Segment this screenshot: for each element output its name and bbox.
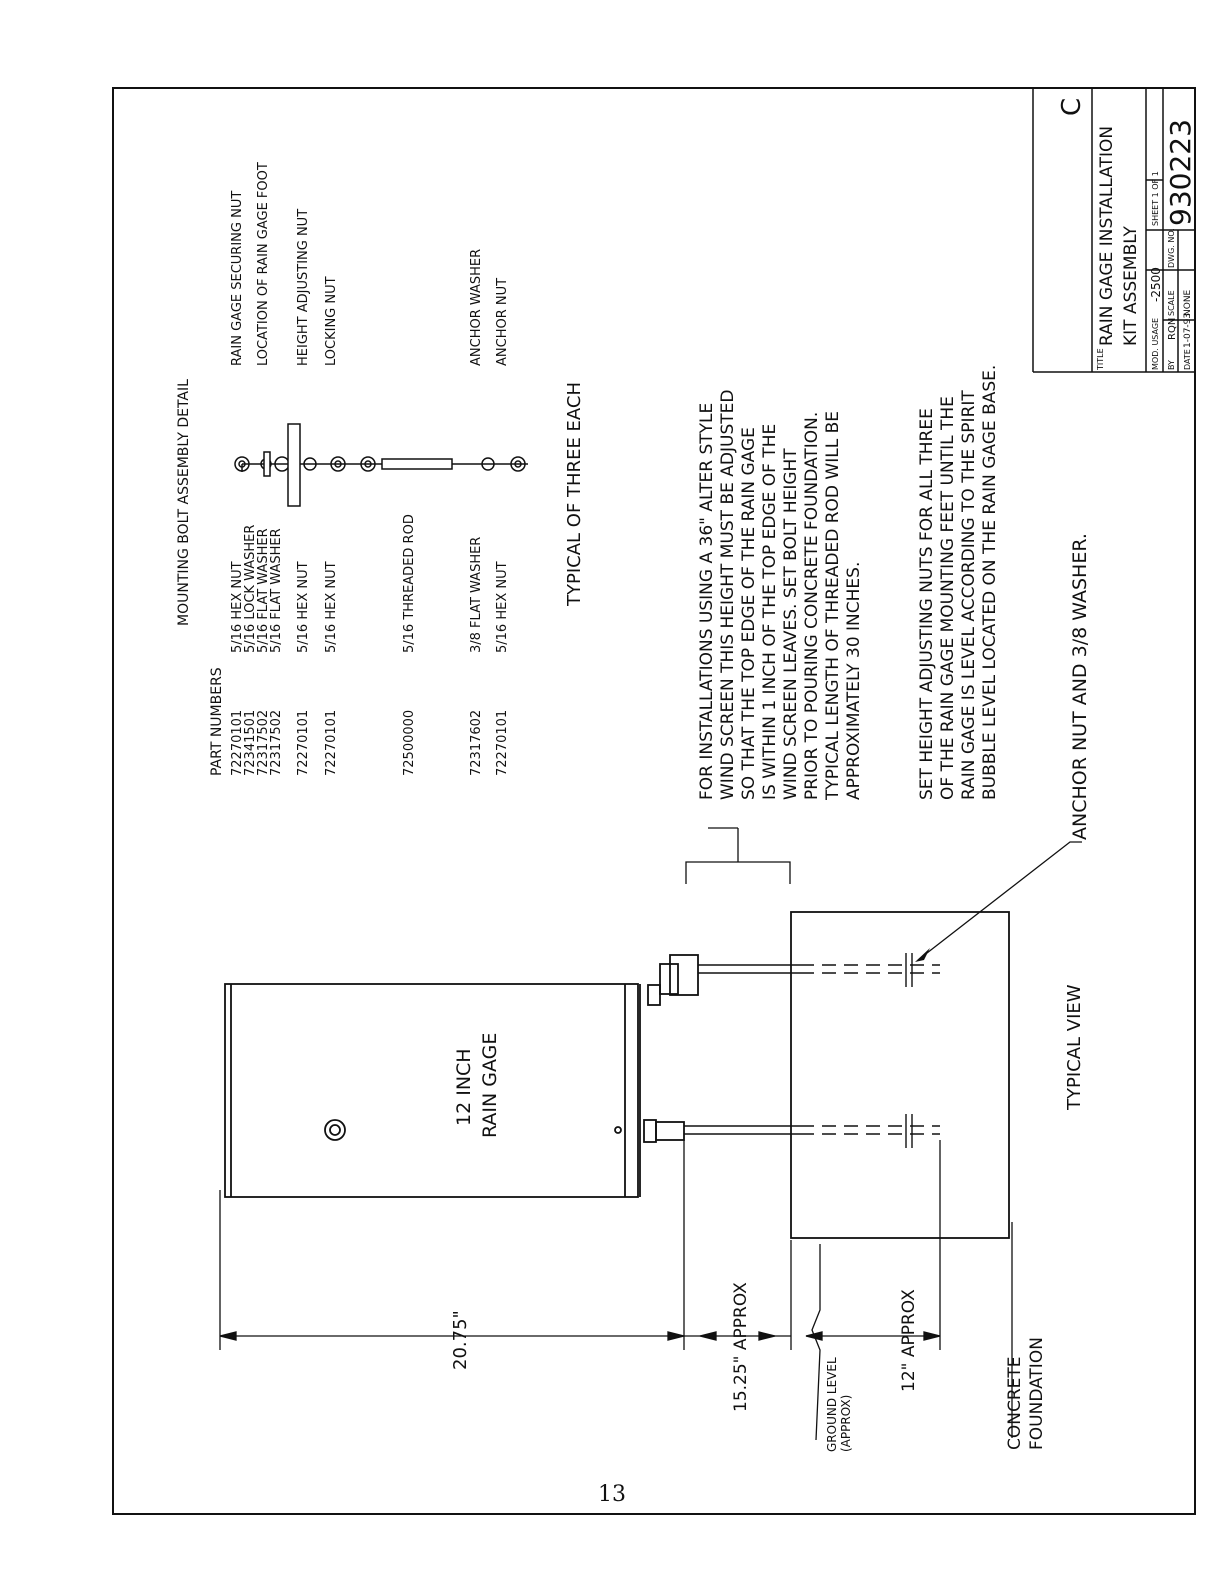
detail-part-label: RAIN GAGE SECURING NUT [230, 190, 245, 366]
note2-line: OF THE RAIN GAGE MOUNTING FEET UNTIL THE [938, 396, 958, 800]
detail-rows [230, 162, 510, 776]
page-number: 13 [598, 1482, 626, 1507]
mod-usage-value: -2500 [1149, 267, 1163, 302]
detail-part-number: 72341501 [243, 709, 258, 776]
ground-level-line1: GROUND LEVEL [825, 1357, 839, 1452]
ground-level-line2: (APPROX) [839, 1394, 853, 1452]
note1-line: WIND SCREEN LEAVES. SET BOLT HEIGHT [781, 448, 801, 800]
detail-title: MOUNTING BOLT ASSEMBLY DETAIL [176, 379, 192, 626]
note2-line: RAIN GAGE IS LEVEL ACCORDING TO THE SPIRIT [959, 390, 979, 800]
detail-part-desc: 3/8 FLAT WASHER [469, 536, 484, 653]
mod-usage-label: MOD. USAGE [1151, 317, 1160, 370]
by-label: BY [1167, 360, 1176, 370]
detail-part-desc: 5/16 HEX NUT [324, 561, 339, 653]
detail-part-desc: 5/16 HEX NUT [495, 561, 510, 653]
detail-part-number: 72270101 [296, 709, 311, 776]
detail-part-number: 72270101 [324, 709, 339, 776]
detail-part-number: 72270101 [495, 709, 510, 776]
scale-label: SCALE [1167, 290, 1176, 316]
title-block-title-line2: KIT ASSEMBLY [1121, 226, 1141, 346]
detail-part-desc: 5/16 HEX NUT [296, 561, 311, 653]
gage-label-line2: RAIN GAGE [479, 1032, 501, 1138]
concrete-line1: CONCRETE [1005, 1356, 1025, 1450]
dim-bolt-below: 12" APPROX [899, 1289, 919, 1392]
dim-gage-height: 20.75" [450, 1310, 471, 1370]
note1-line: WIND SCREEN THIS HEIGHT MUST BE ADJUSTED [718, 389, 738, 800]
detail-part-label: ANCHOR NUT [495, 277, 510, 366]
anchor-arrow [915, 948, 930, 962]
concrete-foundation [791, 912, 1009, 1238]
detail-part-number: 72500000 [402, 709, 417, 776]
by-value: RQN [1167, 317, 1178, 340]
threaded-rods [684, 953, 940, 1148]
note1-line: PRIOR TO POURING CONCRETE FOUNDATION. [802, 411, 822, 800]
dimension-lines [220, 1140, 940, 1350]
detail-part-desc: 5/16 FLAT WASHER [269, 528, 284, 653]
detail-part-label: LOCATION OF RAIN GAGE FOOT [256, 162, 271, 366]
bolt-assembly-schematic [235, 424, 528, 506]
detail-part-number: 72317502 [269, 709, 284, 776]
date-value: 1-07-93 [1183, 312, 1193, 348]
note1-line: APPROXIMATELY 30 INCHES. [844, 561, 864, 800]
note2-line: BUBBLE LEVEL LOCATED ON THE RAIN GAGE BASE. [980, 364, 1000, 800]
note1-line: FOR INSTALLATIONS USING A 36" ALTER STYLE [697, 402, 717, 800]
dwg-label: DWG. NO. [1167, 228, 1176, 268]
note1-line: SO THAT THE TOP EDGE OF THE RAIN GAGE [739, 427, 759, 800]
detail-part-desc: 5/16 THREADED ROD [402, 514, 417, 653]
note2-line: SET HEIGHT ADJUSTING NUTS FOR ALL THREE [917, 408, 937, 800]
date-label: DATE [1183, 349, 1192, 370]
scale-value: NONE [1183, 289, 1193, 316]
note-lines [697, 365, 1000, 801]
note1-line: IS WITHIN 1 INCH OF THE TOP EDGE OF THE [760, 423, 780, 800]
concrete-line2: FOUNDATION [1027, 1337, 1047, 1450]
dwg-number: 930223 [1164, 119, 1197, 226]
title-block-title-label: TITLE [1096, 348, 1105, 370]
note1-line: TYPICAL LENGTH OF THREADED ROD WILL BE [823, 411, 843, 800]
detail-part-label: HEIGHT ADJUSTING NUT [296, 208, 311, 366]
typical-of-three: TYPICAL OF THREE EACH [564, 381, 585, 606]
detail-part-number: 72270101 [230, 709, 245, 776]
sheet-label: SHEET 1 OF 1 [1151, 171, 1160, 226]
detail-part-desc: 5/16 HEX NUT [230, 561, 245, 653]
detail-part-number: 72317502 [256, 709, 271, 776]
detail-part-desc: 5/16 FLAT WASHER [256, 528, 271, 653]
title-block-rev: C [1057, 97, 1087, 116]
detail-part-desc: 5/16 LOCK WASHER [243, 524, 258, 653]
detail-part-label: ANCHOR WASHER [469, 248, 484, 366]
title-block-title-line1: RAIN GAGE INSTALLATION [1097, 125, 1117, 346]
detail-part-label: LOCKING NUT [324, 276, 339, 366]
typical-view-label: TYPICAL VIEW [1064, 984, 1085, 1110]
gage-label-line1: 12 INCH [453, 1048, 475, 1126]
dim-bolt-above: 15.25" APPROX [731, 1282, 751, 1412]
detail-part-number: 72317602 [469, 709, 484, 776]
anchor-note: ANCHOR NUT AND 3/8 WASHER. [1069, 533, 1091, 840]
part-numbers-header: PART NUMBERS [209, 667, 225, 776]
